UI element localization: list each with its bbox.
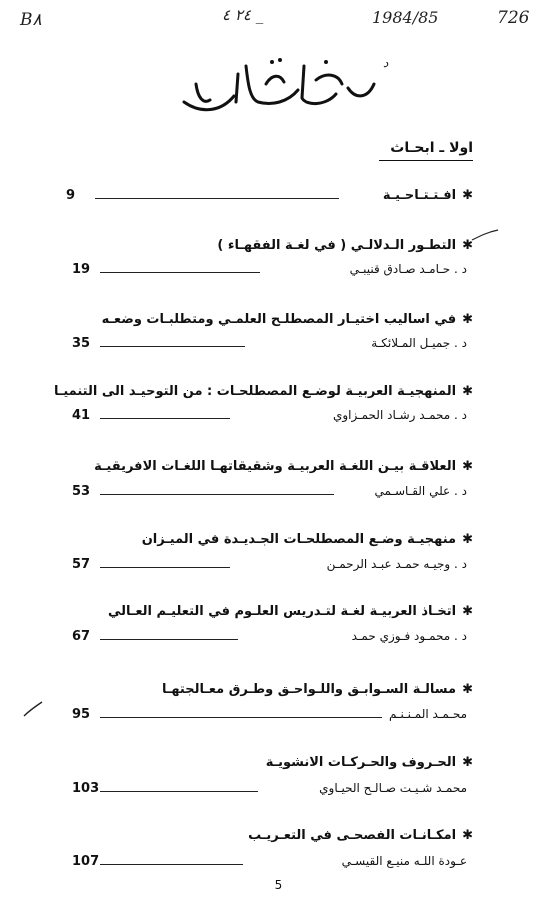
toc-entry-title-text: افـتـتـاحـيـة <box>382 188 457 203</box>
toc-page-number: 41 <box>72 408 91 423</box>
toc-page-number: 19 <box>72 262 91 277</box>
toc-leader-line <box>100 639 238 640</box>
toc-leader-line <box>100 494 334 495</box>
toc-page-number: 53 <box>72 484 91 499</box>
handwritten-note-top-mid: ٢٤ ٤ _ <box>222 6 264 24</box>
toc-entry-title-text: التطـور الـدلالـي ( في لغـة الفقهـاء ) <box>217 238 457 253</box>
toc-entry-title-text: المنهجيـة العربيـة لوضـع المصطلحـات : من التوحيـد الى التنميـا <box>54 384 457 399</box>
asterisk-bullet-icon: ✱ <box>462 755 473 770</box>
toc-leader-line <box>100 346 245 347</box>
toc-leader-line <box>100 567 230 568</box>
page-title-calligraphy <box>176 44 381 124</box>
asterisk-bullet-icon: ✱ <box>462 459 473 474</box>
toc-entry-title <box>383 188 473 203</box>
handwritten-title-prefix: د <box>383 56 389 70</box>
toc-entry-title <box>248 828 473 843</box>
handwritten-number: 726 <box>497 8 530 28</box>
pen-mark-icon <box>22 700 44 718</box>
footer-page-number: 5 <box>274 878 283 892</box>
toc-page-number: 9 <box>66 188 76 203</box>
asterisk-bullet-icon: ✱ <box>462 532 473 547</box>
toc-page-number: 35 <box>72 336 91 351</box>
handwritten-note-top-left: Β٨ <box>20 10 42 30</box>
toc-leader-line <box>100 418 230 419</box>
toc-entry-author: محـمـد المـنـنـم <box>389 707 467 721</box>
toc-entry-title-text: اتخـاذ العربيـة لغـة لتـدريس العلـوم في التعليـم العـالي <box>107 604 457 619</box>
toc-entry-title <box>94 459 473 474</box>
toc-entry-author: د . وجيـه حمـد عبـد الرحمـن <box>326 557 467 571</box>
toc-entry-author: د . محمـد رشـاد الحمـزاوي <box>332 408 467 422</box>
asterisk-bullet-icon: ✱ <box>462 604 473 619</box>
toc-entry-title-text: في اساليب اختيـار المصطلـح العلمـي ومتطلبـات وضعـه <box>101 312 457 327</box>
toc-entry-author: د . جميـل المـلائكـة <box>371 336 467 350</box>
toc-page-number: 95 <box>72 707 91 722</box>
page-title <box>176 44 182 45</box>
toc-entry-author: د . محمـود فـوزي حمـد <box>351 629 467 643</box>
calligraphy-svg <box>176 44 381 124</box>
toc-entry-title-text: منهجيـة وضـع المصطلحـات الجـديـدة في الميـزان <box>141 532 457 547</box>
toc-entry-title-text: الحـروف والحـركـات الانشويـة <box>265 755 457 770</box>
toc-entry-title <box>142 532 473 547</box>
toc-page-number: 67 <box>72 629 91 644</box>
asterisk-bullet-icon: ✱ <box>462 682 473 697</box>
toc-page-number: 103 <box>72 781 100 796</box>
toc-entry-title <box>266 755 473 770</box>
toc-leader-line <box>100 864 243 865</box>
section-underline <box>379 160 473 161</box>
toc-entry-title <box>54 384 473 399</box>
toc-entry-title <box>102 312 473 327</box>
toc-entry-title <box>108 604 473 619</box>
asterisk-bullet-icon: ✱ <box>462 312 473 327</box>
pen-mark-icon <box>470 228 500 244</box>
asterisk-bullet-icon: ✱ <box>462 238 473 253</box>
toc-page-number: 57 <box>72 557 91 572</box>
toc-leader-line <box>100 791 258 792</box>
toc-entry-title <box>217 238 473 253</box>
toc-entry-author: د . علي القـاسـمي <box>374 484 467 498</box>
toc-entry-title-text: امكـانـات الفصحـى في التعـريـب <box>248 828 457 843</box>
handwritten-year: 1984/85 <box>372 8 439 27</box>
asterisk-bullet-icon: ✱ <box>462 828 473 843</box>
toc-page-number: 107 <box>72 854 100 869</box>
toc-leader-line <box>100 717 382 718</box>
toc-leader-line <box>100 272 260 273</box>
section-heading: اولا ـ ابحـاث <box>390 140 473 156</box>
asterisk-bullet-icon: ✱ <box>462 188 473 203</box>
toc-entry-title-text: العلاقـة بيـن اللغـة العربيـة وشقيقاتهـا اللغـات الافريقيـة <box>94 459 457 474</box>
toc-entry-title <box>162 682 473 697</box>
toc-entry-author: عـودة اللـه منيـع القيسـي <box>341 854 467 868</box>
toc-entry-title-text: مسالـة السـوابـق واللـواحـق وطـرق معـالجتهـا <box>162 682 457 697</box>
toc-entry-author: د . حـامـد صـادق قنيبـي <box>349 262 467 276</box>
toc-entry-author: محمـد شـيـت صـالـح الحيـاوي <box>319 781 467 795</box>
toc-leader-line <box>95 198 339 199</box>
asterisk-bullet-icon: ✱ <box>462 384 473 399</box>
